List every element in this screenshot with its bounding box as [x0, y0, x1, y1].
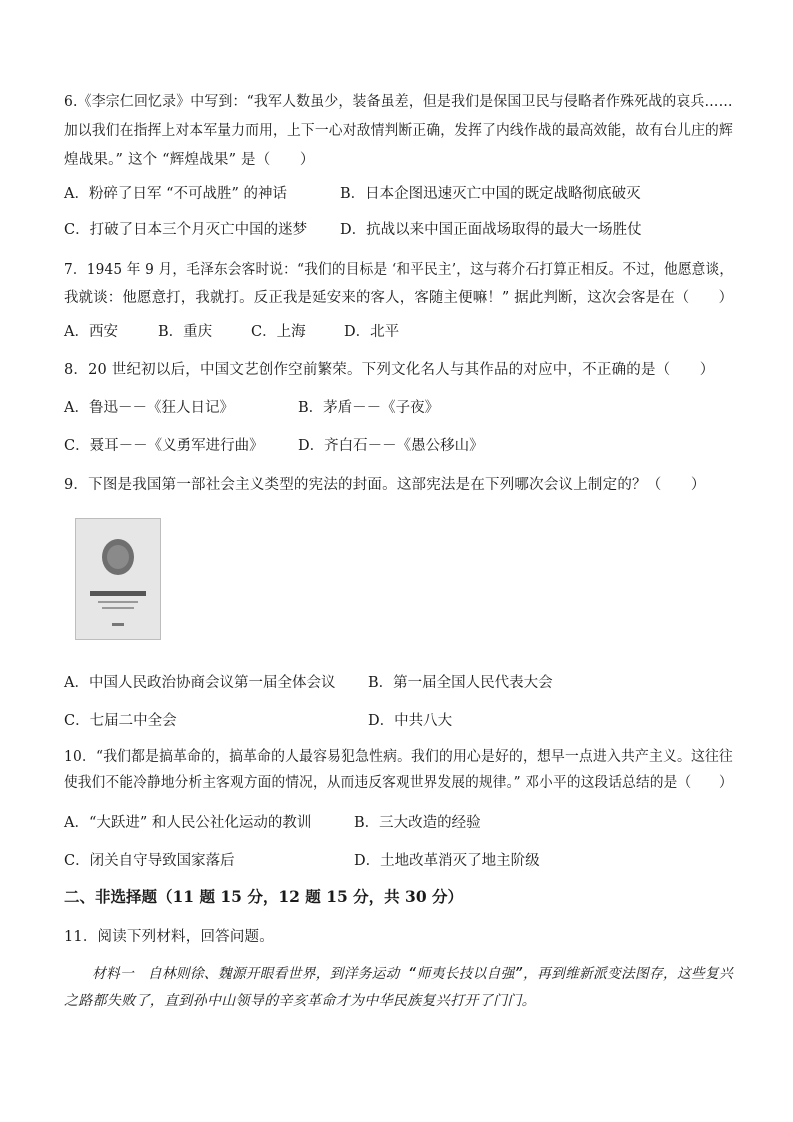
q10-option-a: A．“大跃进” 和人民公社化运动的教训: [64, 815, 312, 831]
q11-stem-line1: 11．阅读下列材料，回答问题。: [64, 929, 274, 945]
q8-stem-line1: 8．20 世纪初以后，中国文艺创作空前繁荣。下列文化名人与其作品的对应中，不正确的是（ ）: [64, 362, 715, 378]
q10-option-b: B．三大改造的经验: [354, 815, 481, 831]
q10-stem-line1: 10．“我们都是搞革命的，搞革命的人最容易犯急性病。我们的用心是好的，想早一点进入共产主义。这往往: [64, 749, 733, 765]
q8-option-d: D．齐白石－－《愚公移山》: [298, 438, 484, 454]
q9-stem-line1: 9．下图是我国第一部社会主义类型的宪法的封面。这部宪法是在下列哪次会议上制定的？（ ）: [64, 477, 706, 493]
q9-option-d: D．中共八大: [368, 713, 453, 729]
q9-option-c: C．七届二中全会: [64, 713, 177, 729]
q9-option-b: B．第一届全国人民代表大会: [368, 675, 553, 691]
q7-stem-line1: 7．1945 年 9 月，毛泽东会客时说：“我们的目标是 ‘和平民主’，这与蒋介石打算正相反。不过，他愿意谈，: [64, 262, 734, 278]
constitution-cover-image: [75, 518, 161, 640]
q9-option-a: A．中国人民政治协商会议第一届全体会议: [64, 675, 336, 691]
q6-option-b: B．日本企图迅速灭亡中国的既定战略彻底破灭: [340, 186, 641, 202]
q11-material1-line1: 材料一 自林则徐、魏源开眼看世界，到洋务运动 “师夷长技以自强”，再到维新派变法图存，这些复兴: [64, 966, 733, 982]
q10-option-c: C．闭关自守导致国家落后: [64, 853, 235, 869]
q7-option-c: C．上海: [251, 324, 306, 340]
section2-heading: 二、非选择题（11 题 15 分，12 题 15 分，共 30 分）: [64, 887, 464, 906]
q7-stem-line2: 我就谈：他愿意打，我就打。反正我是延安来的客人，客随主便嘛！” 据此判断，这次会客是在（ ）: [64, 290, 734, 306]
q6-stem-line2: 加以我们在指挥上对本军量力而用，上下一心对敌情判断正确，发挥了内线作战的最高效能，故有台儿庄的辉: [64, 123, 733, 139]
q10-stem-line2: 使我们不能冷静地分析主客观方面的情况，从而违反客观世界发展的规律。” 邓小平的这段话总结的是（ ）: [64, 775, 733, 791]
q11-material1-line2: 之路都失败了，直到孙中山领导的辛亥革命才为中华民族复兴打开了门门。: [64, 993, 536, 1009]
q6-option-d: D．抗战以来中国正面战场取得的最大一场胜仗: [340, 222, 642, 238]
q8-option-a: A．鲁迅－－《狂人日记》: [64, 400, 234, 416]
constitution-cover-emblem-icon: [76, 519, 160, 639]
q6-option-c: C．打破了日本三个月灭亡中国的迷梦: [64, 222, 308, 238]
q10-option-d: D．土地改革消灭了地主阶级: [354, 853, 540, 869]
q8-option-c: C．聂耳－－《义勇军进行曲》: [64, 438, 264, 454]
q7-option-a: A．西安: [64, 324, 118, 340]
q6-stem-line1: 6.《李宗仁回忆录》中写到：“我军人数虽少，装备虽差，但是我们是保国卫民与侵略者作殊死战的哀兵……: [64, 94, 733, 110]
q6-option-a: A．粉碎了日军 “不可战胜” 的神话: [64, 186, 288, 202]
q7-option-b: B．重庆: [158, 324, 213, 340]
q6-stem-line3: 煌战果。” 这个 “辉煌战果” 是（ ）: [64, 152, 315, 168]
q8-option-b: B．茅盾－－《子夜》: [298, 400, 440, 416]
q7-option-d: D．北平: [344, 324, 400, 340]
